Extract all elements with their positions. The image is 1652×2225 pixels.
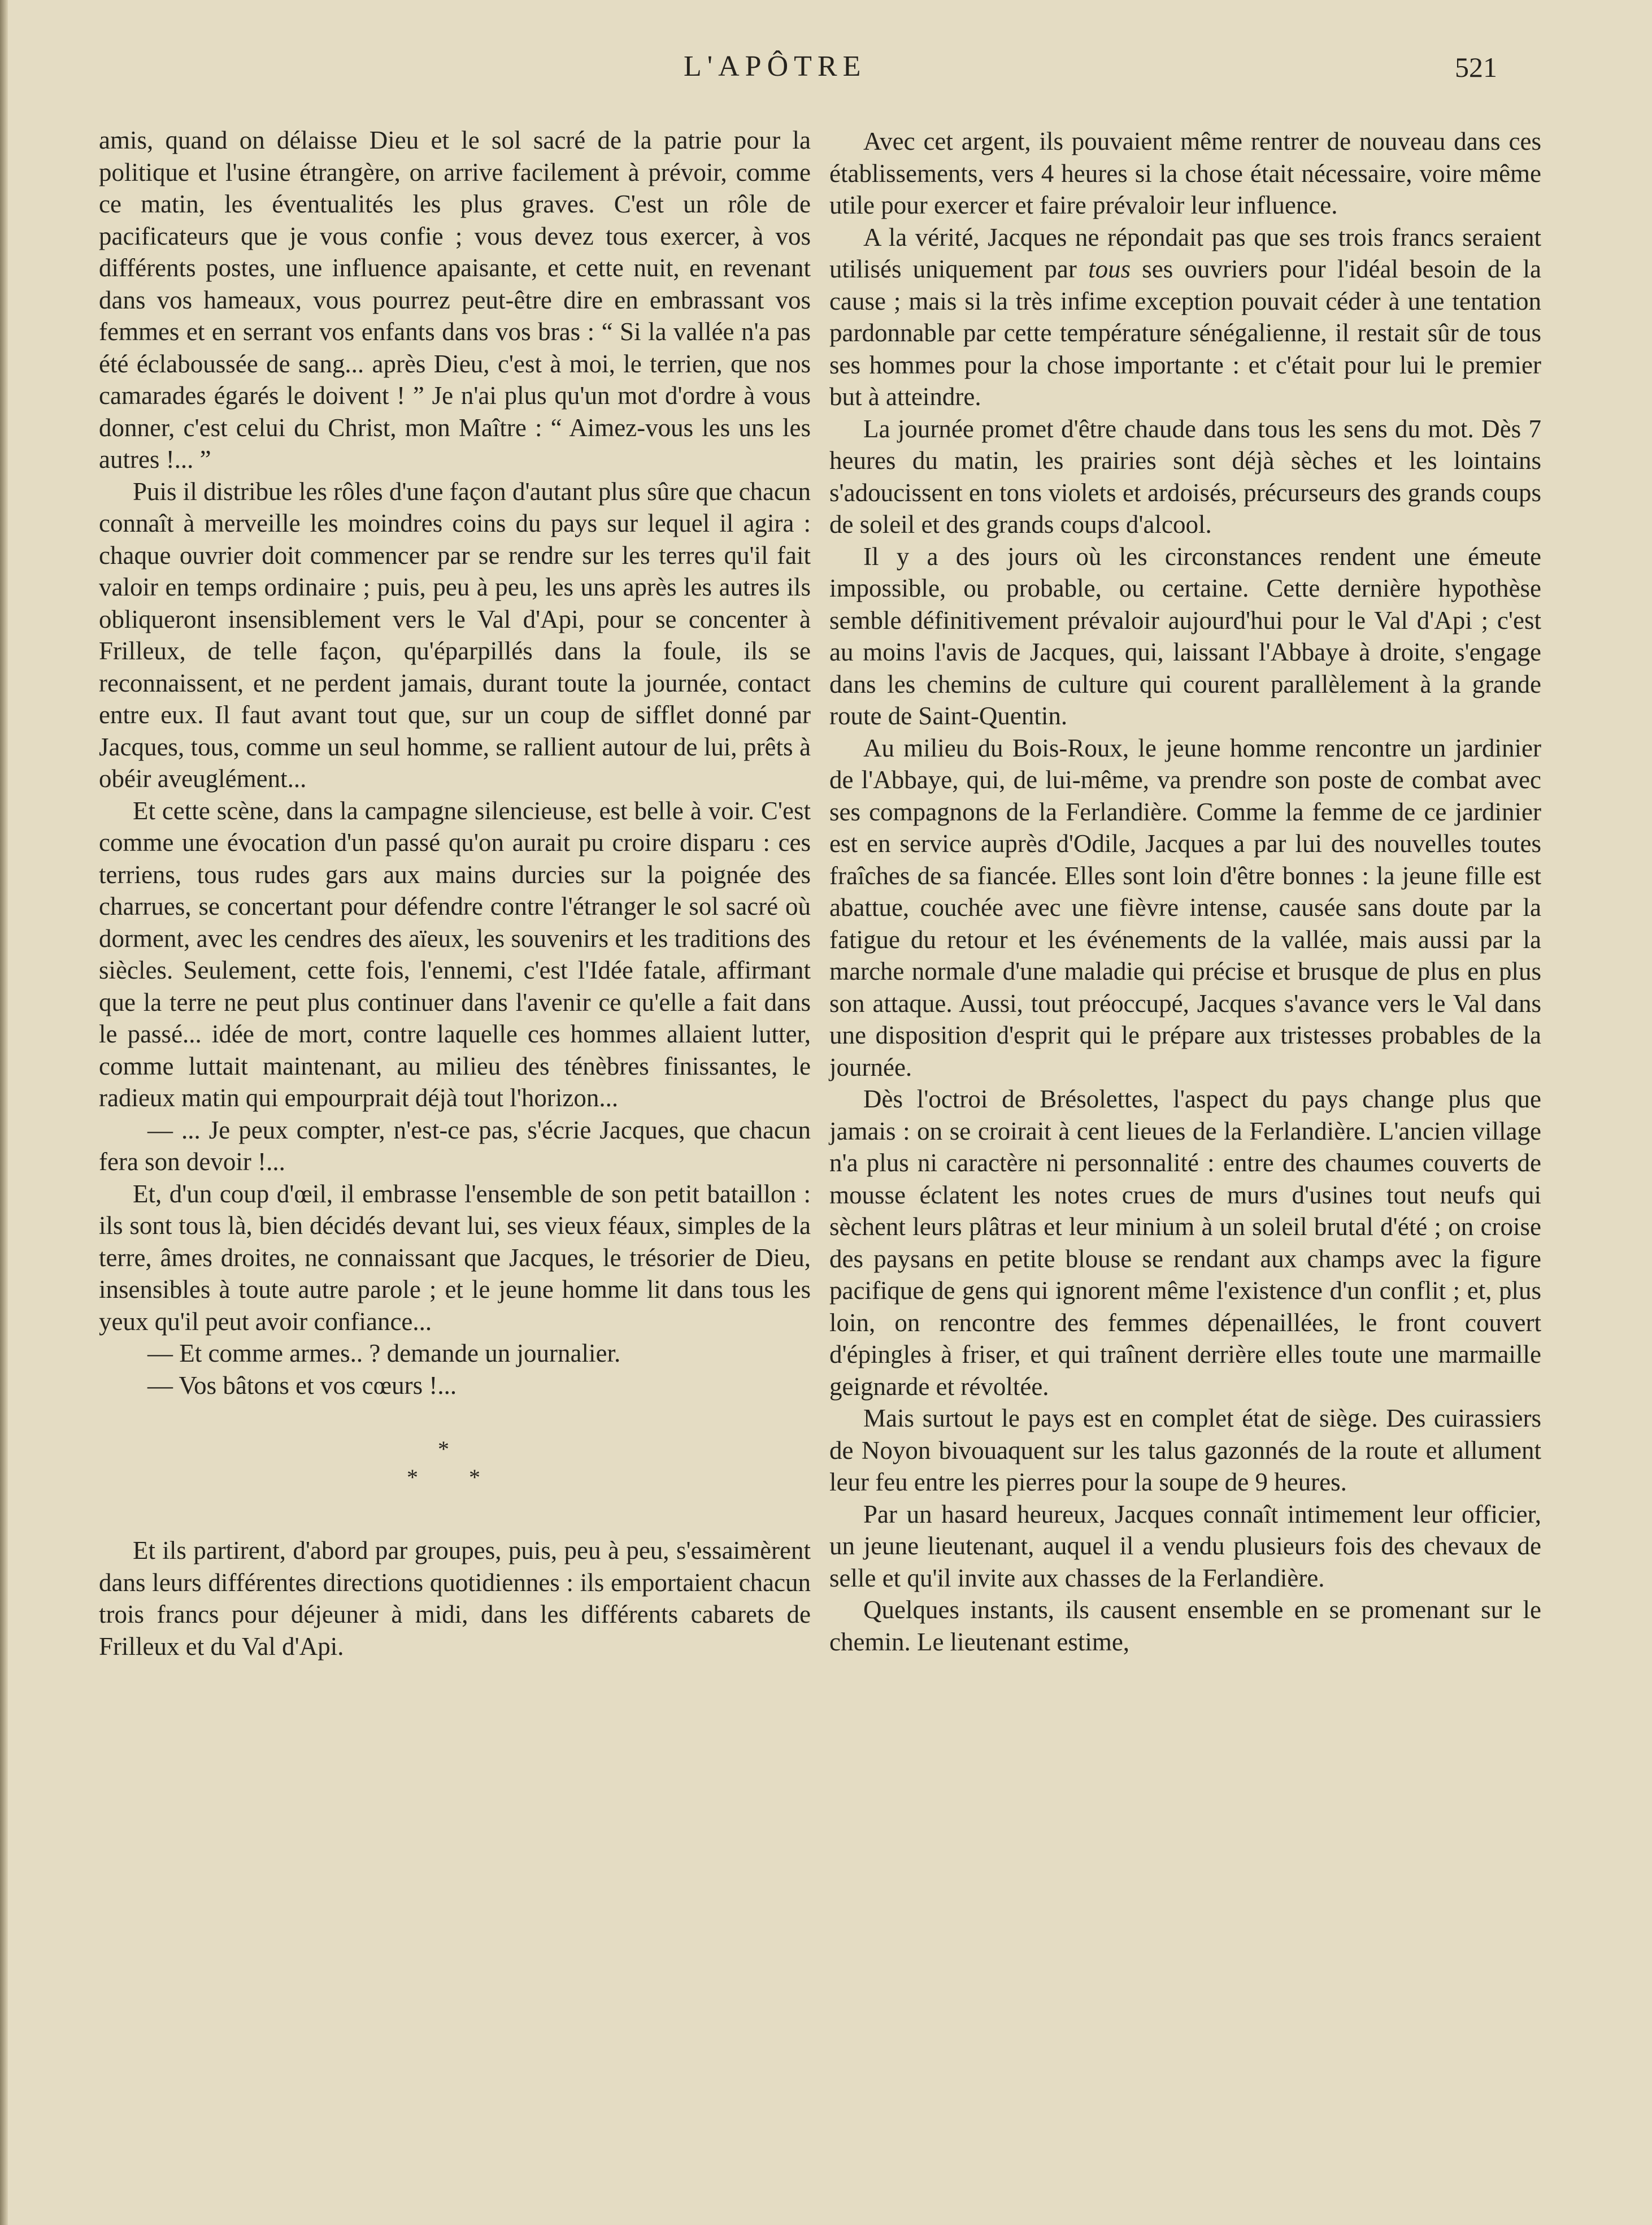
dialogue-line: — Vos bâtons et vos cœurs !... (147, 1371, 457, 1400)
left-column (99, 124, 811, 1662)
paragraph: La journée promet d'être chaude dans tous les sens du mot. Dès 7 heures du matin, les prairies sont déjà sèches et les lointains s'adoucissent en tons violets et ardoisés, précurseurs des grands coups de soleil et des grands coups d'alcool. (829, 414, 1541, 538)
dialogue-line: — ... Je peux compter, n'est-ce pas, s'écrie Jacques, que chacun fera son devoir !... (99, 1115, 811, 1176)
emphasis-text: tous (1088, 255, 1131, 283)
paragraph: Et ils partirent, d'abord par groupes, puis, peu à peu, s'essaimèrent dans leurs différentes directions quotidiennes : ils emportaient chacun trois francs pour déjeuner à midi, dans les différents cabarets de Frilleux et du Val d'Api. (99, 1536, 811, 1661)
paragraph: Mais surtout le pays est en complet état de siège. Des cuirassiers de Noyon bivouaquent sur les talus gazonnés de la route et allument leur feu entre les pierres pour la soupe de 9 heures. (829, 1404, 1541, 1496)
page-number: 521 (1455, 51, 1497, 83)
paragraph: Avec cet argent, ils pouvaient même rentrer de nouveau dans ces établissements, vers 4 heures si la chose était nécessaire, voire même utile pour exercer et faire prévaloir leur influence. (829, 127, 1541, 219)
paragraph: Par un hasard heureux, Jacques connaît intimement leur officier, un jeune lieutenant, auquel il a vendu plusieurs fois des chevaux de selle et qu'il invite aux chasses de la Ferlandière. (829, 1500, 1541, 1592)
asterism-top: * (438, 1436, 472, 1462)
dialogue-line: — Et comme armes.. ? demande un journalier. (147, 1339, 621, 1367)
paragraph: Puis il distribue les rôles d'une façon d'autant plus sûre que chacun connaît à merveille les moindres coins du pays sur lequel il agira : chaque ouvrier doit commencer par se rendre sur les terres qu'il fait valoir en temps ordinaire ; puis, peu à peu, les uns après les autres ils obliqueront insensiblement vers le Val d'Api, pour se concenter à Frilleux, de telle façon, qu'éparpillés dans la foule, ils se reconnaissent, et ne perdent jamais, durant toute la journée, contact entre eux. Il faut avant tout que, sur un coup de sifflet donné par Jacques, tous, comme un seul homme, se rallient autour de lui, prêts à obéir aveuglément... (99, 477, 811, 793)
paragraph (829, 221, 1541, 413)
paragraph: amis, quand on délaisse Dieu et le sol sacré de la patrie pour la politique et l'usine étrangère, on arrive facilement à prévoir, comme ce matin, les éventualités les plus graves. C'est un rôle de pacificateurs que je vous confie ; vous devez tous exercer, à vos différents postes, une influence apaisante, et cette nuit, en revenant dans vos hameaux, vous pourrez peut-être dire en embrassant vos femmes et en serrant vos enfants dans vos bras : “ Si la vallée n'a pas été éclaboussée de sang... après Dieu, c'est à moi, le terrien, que nos camarades égarés le doivent ! ” Je n'ai plus qu'un mot d'ordre à vous donner, c'est celui du Christ, mon Maître : “ Aimez-vous les uns les autres !... ” (99, 126, 811, 473)
right-column (829, 125, 1541, 1658)
section-break-asterism (99, 1435, 811, 1492)
paragraph: Et cette scène, dans la campagne silencieuse, est belle à voir. C'est comme une évocation d'un passé qu'on aurait pu croire disparu : ces terriens, tous rudes gars aux mains durcies sur la poignée des charrues, se concertant pour défendre contre l'étranger le sol sacré où dorment, avec les cendres des aïeux, les souvenirs et les traditions des siècles. Seulement, cette fois, l'ennemi, c'est l'Idée fatale, affirmant que la terre ne peut plus continuer dans l'avenir ce qu'elle a fait dans le passé... idée de mort, contre laquelle ces hommes allaient lutter, comme luttait maintenant, au milieu des ténèbres finissantes, le radieux matin qui empourprait déjà tout l'horizon... (99, 796, 811, 1112)
asterism-bottom: * * (407, 1464, 503, 1490)
paragraph: Il y a des jours où les circonstances rendent une émeute impossible, ou probable, ou certaine. Cette dernière hypothèse semble définitivement prévaloir aujourd'hui pour le Val d'Api ; c'est au moins l'avis de Jacques, qui, laissant l'Abbaye à droite, s'engage dans les chemins de culture qui courent parallèlement à la grande route de Saint-Quentin. (829, 542, 1541, 730)
page-binding-edge (0, 0, 8, 2225)
paragraph-text: A la vérité, Jacques ne répondait pas que ses trois francs seraient utilisés uniquement par (829, 223, 1541, 283)
running-title: L'APÔTRE (684, 50, 867, 82)
paragraph: Au milieu du Bois-Roux, le jeune homme rencontre un jardinier de l'Abbaye, qui, de lui-même, va prendre son poste de combat avec ses compagnons de la Ferlandière. Comme la femme de ce jardinier est en service auprès d'Odile, Jacques a par lui des nouvelles toutes fraîches de sa fiancée. Elles sont loin d'être bonnes : la jeune fille est abattue, couchée avec une fièvre intense, causée sans doute par la fatigue du retour et les événements de la vallée, mais aussi par la marche normale d'une maladie qui précise et brusque de plus en plus son attaque. Aussi, tout préoccupé, Jacques s'avance vers le Val dans une disposition d'esprit qui le prépare aux tristesses probables de la journée. (829, 733, 1541, 1081)
paragraph-text: ses ouvriers pour l'idéal besoin de la cause ; mais si la très infime exception pouvait céder à une tentation pardonnable par cette température sénégalienne, il restait sûr de tous ses hommes pour la chose importante : et c'était pour lui le premier but à atteindre. (829, 255, 1541, 411)
paragraph: Quelques instants, ils causent ensemble en se promenant sur le chemin. Le lieutenant estime, (829, 1596, 1541, 1656)
paragraph: Et, d'un coup d'œil, il embrasse l'ensemble de son petit bataillon : ils sont tous là, bien décidés devant lui, ses vieux féaux, simples de la terre, âmes droites, ne connaissant que Jacques, le trésorier de Dieu, insensibles à toute autre parole ; et le jeune homme lit dans tous les yeux qu'il peut avoir confiance... (99, 1179, 811, 1336)
paragraph: Dès l'octroi de Brésolettes, l'aspect du pays change plus que jamais : on se croirait à cent lieues de la Ferlandière. L'ancien village n'a plus ni caractère ni personnalité : entre des chaumes couverts de mousse éclatent les notes crues de murs d'usines tout neufs qui sèchent leurs plâtras et leur minium à un soleil brutal d'été ; on croise des paysans en petite blouse se rendant aux champs avec la figure pacifique de gens qui ignorent même l'existence d'un conflit ; et, plus loin, on rencontre des femmes dépenaillées, le front couvert d'épingles à friser, et qui traînent derrière elles toute une marmaille geignarde et révoltée. (829, 1085, 1541, 1401)
